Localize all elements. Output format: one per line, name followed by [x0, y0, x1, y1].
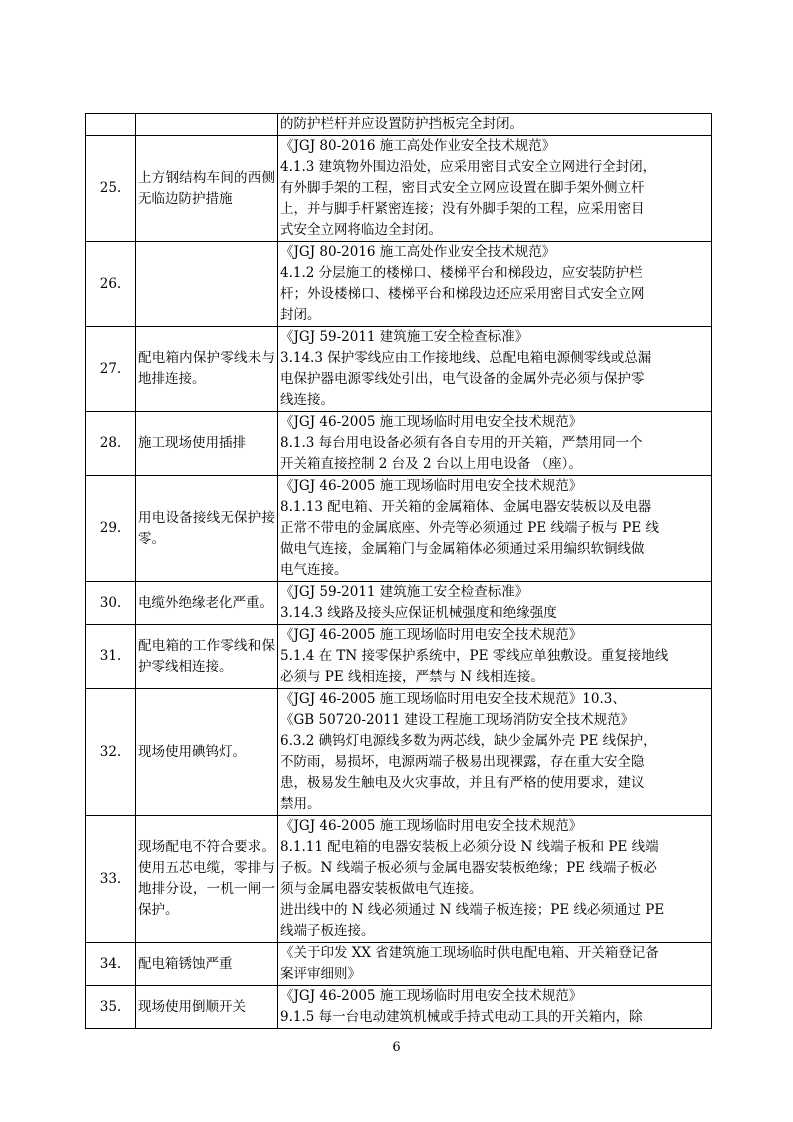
row-number-cell: 34.	[86, 943, 136, 986]
regulation-text-line: 案评审细则》	[280, 966, 361, 982]
regulation-text-line: 必须与 PE 线相连接，严禁与 N 线相连接。	[280, 669, 544, 685]
table-row	[86, 816, 712, 943]
regulation-text-line: 《JGJ 46-2005 施工现场临时用电安全技术规范》	[280, 627, 583, 643]
regulation-basis-cell	[278, 136, 712, 242]
regulation-text-line: 患，极易发生触电及火灾事故，并且有严格的使用要求，建议	[280, 775, 645, 791]
regulation-text-line: 线连接。	[280, 392, 334, 408]
regulation-text-line: 的防护栏杆并应设置防护挡板完全封闭。	[280, 116, 523, 132]
regulation-text-line: 开关箱直接控制 2 台及 2 台以上用电设备 （座）。	[280, 456, 582, 472]
regulation-text-line: 3.14.3 线路及接头应保证机械强度和绝缘强度	[280, 605, 557, 621]
regulation-text-line: 封闭。	[280, 307, 321, 323]
issue-description-cell	[136, 242, 278, 327]
regulation-text-line: 《JGJ 46-2005 施工现场临时用电安全技术规范》	[280, 478, 583, 494]
regulation-text-line: 上，并与脚手杆紧密连接；没有外脚手架的工程，应采用密目	[280, 201, 645, 217]
regulation-basis-cell	[278, 327, 712, 412]
regulation-basis-cell	[278, 943, 712, 986]
issue-description-cell: 配电箱的工作零线和保护零线相连接。	[136, 625, 278, 689]
table-row	[86, 412, 712, 476]
row-number-cell: 26.	[86, 242, 136, 327]
table-row	[86, 476, 712, 582]
regulation-text-line: 《JGJ 59-2011 建筑施工安全检查标准》	[280, 584, 529, 600]
regulation-text-line: 6.3.2 碘钨灯电源线多数为两芯线，缺少金属外壳 PE 线保护，	[280, 733, 657, 749]
regulation-text-line: 《JGJ 46-2005 施工现场临时用电安全技术规范》10.3、	[280, 691, 626, 707]
regulation-text-line: 《JGJ 80-2016 施工高处作业安全技术规范》	[280, 138, 556, 154]
regulation-text-line: 《JGJ 46-2005 施工现场临时用电安全技术规范》	[280, 818, 583, 834]
regulation-text-line: 8.1.3 每台用电设备必须有各自专用的开关箱，严禁用同一个	[280, 435, 643, 451]
regulation-text-line: 8.1.11 配电箱的电器安装板上必须分设 N 线端子板和 PE 线端	[280, 839, 659, 855]
regulation-text-line: 4.1.3 建筑物外围边沿处，应采用密目式安全立网进行全封闭，	[280, 159, 657, 175]
regulation-basis-cell	[278, 412, 712, 476]
regulation-text-line: 有外脚手架的工程，密目式安全立网应设置在脚手架外侧立杆	[280, 180, 645, 196]
regulation-text-line: 电保护器电源零线处引出，电气设备的金属外壳必须与保护零	[280, 371, 645, 387]
regulation-text-line: 3.14.3 保护零线应由工作接地线、总配电箱电源侧零线或总漏	[280, 350, 652, 366]
issue-description-cell: 上方钢结构车间的西侧无临边防护措施	[136, 136, 278, 242]
regulation-text-line: 《GB 50720-2011 建设工程施工现场消防安全技术规范》	[280, 712, 635, 728]
regulation-text-line: 8.1.13 配电箱、开关箱的金属箱体、金属电器安装板以及电器	[280, 499, 652, 515]
regulation-text-line: 《JGJ 46-2005 施工现场临时用电安全技术规范》	[280, 414, 583, 430]
regulation-text-line: 不防雨，易损坏，电源两端子极易出现裸露，存在重大安全隐	[280, 754, 645, 770]
regulation-basis-cell	[278, 816, 712, 943]
regulation-text-line: 子板。N 线端子板必须与金属电器安装板绝缘；PE 线端子板必	[280, 860, 657, 876]
row-number-cell: 35.	[86, 986, 136, 1029]
regulation-text-line: 《JGJ 46-2005 施工现场临时用电安全技术规范》	[280, 988, 583, 1004]
row-number-cell: 25.	[86, 136, 136, 242]
regulation-basis-cell	[278, 476, 712, 582]
table-row	[86, 242, 712, 327]
issue-description-cell: 配电箱锈蚀严重	[136, 943, 278, 986]
table-row	[86, 136, 712, 242]
table-body	[86, 114, 712, 1029]
regulation-text-line: 杆；外设楼梯口、楼梯平台和梯段边还应采用密目式安全立网	[280, 286, 645, 302]
regulation-text-line: 《关于印发 XX 省建筑施工现场临时供电配电箱、开关箱登记备	[280, 945, 659, 961]
regulation-text-line: 进出线中的 N 线必须通过 N 线端子板连接；PE 线必须通过 PE	[280, 902, 665, 918]
row-number-cell: 30.	[86, 582, 136, 625]
table-row	[86, 689, 712, 816]
regulation-text-line: 式安全立网将临边全封闭。	[280, 222, 442, 238]
regulation-text-line: 《JGJ 80-2016 施工高处作业安全技术规范》	[280, 244, 556, 260]
regulation-basis-cell	[278, 986, 712, 1029]
issue-description-cell: 施工现场使用插排	[136, 412, 278, 476]
table-row	[86, 625, 712, 689]
regulation-basis-cell	[278, 242, 712, 327]
row-number-cell	[86, 114, 136, 136]
regulation-text-line: 须与金属电器安装板做电气连接。	[280, 881, 483, 897]
regulation-basis-cell	[278, 582, 712, 625]
table-row	[86, 114, 712, 136]
regulation-text-line: 5.1.4 在 TN 接零保护系统中，PE 零线应单独敷设。重复接地线	[280, 648, 669, 664]
row-number-cell: 32.	[86, 689, 136, 816]
regulation-basis-cell	[278, 689, 712, 816]
regulation-text-line: 做电气连接，金属箱门与金属箱体必须通过采用编织软铜线做	[280, 541, 645, 557]
regulation-text-line: 线端子板连接。	[280, 923, 375, 939]
table-row	[86, 327, 712, 412]
table-row	[86, 986, 712, 1029]
row-number-cell: 31.	[86, 625, 136, 689]
regulation-text-line: 9.1.5 每一台电动建筑机械或手持式电动工具的开关箱内，除	[280, 1009, 643, 1025]
issue-description-cell: 电缆外绝缘老化严重。	[136, 582, 278, 625]
regulation-text-line: 《JGJ 59-2011 建筑施工安全检查标准》	[280, 329, 529, 345]
row-number-cell: 28.	[86, 412, 136, 476]
issue-description-cell: 现场使用碘钨灯。	[136, 689, 278, 816]
regulation-text-line: 电气连接。	[280, 562, 348, 578]
issue-description-cell: 现场使用倒顺开关	[136, 986, 278, 1029]
regulation-text-line: 禁用。	[280, 796, 321, 812]
issue-description-cell: 配电箱内保护零线未与地排连接。	[136, 327, 278, 412]
page-number: 6	[392, 1040, 401, 1055]
regulation-basis-cell	[278, 625, 712, 689]
issue-description-cell: 现场配电不符合要求。使用五芯电缆，零排与地排分设，一机一闸一保护。	[136, 816, 278, 943]
regulation-basis-cell	[278, 114, 712, 136]
regulation-text-line: 正常不带电的金属底座、外壳等必须通过 PE 线端子板与 PE 线	[280, 520, 660, 536]
issue-description-cell: 用电设备接线无保护接零。	[136, 476, 278, 582]
row-number-cell: 33.	[86, 816, 136, 943]
table-row	[86, 943, 712, 986]
row-number-cell: 27.	[86, 327, 136, 412]
issue-description-cell	[136, 114, 278, 136]
regulation-text-line: 4.1.2 分层施工的楼梯口、楼梯平台和梯段边，应安装防护栏	[280, 265, 643, 281]
inspection-table	[85, 113, 712, 1029]
row-number-cell: 29.	[86, 476, 136, 582]
table-row	[86, 582, 712, 625]
